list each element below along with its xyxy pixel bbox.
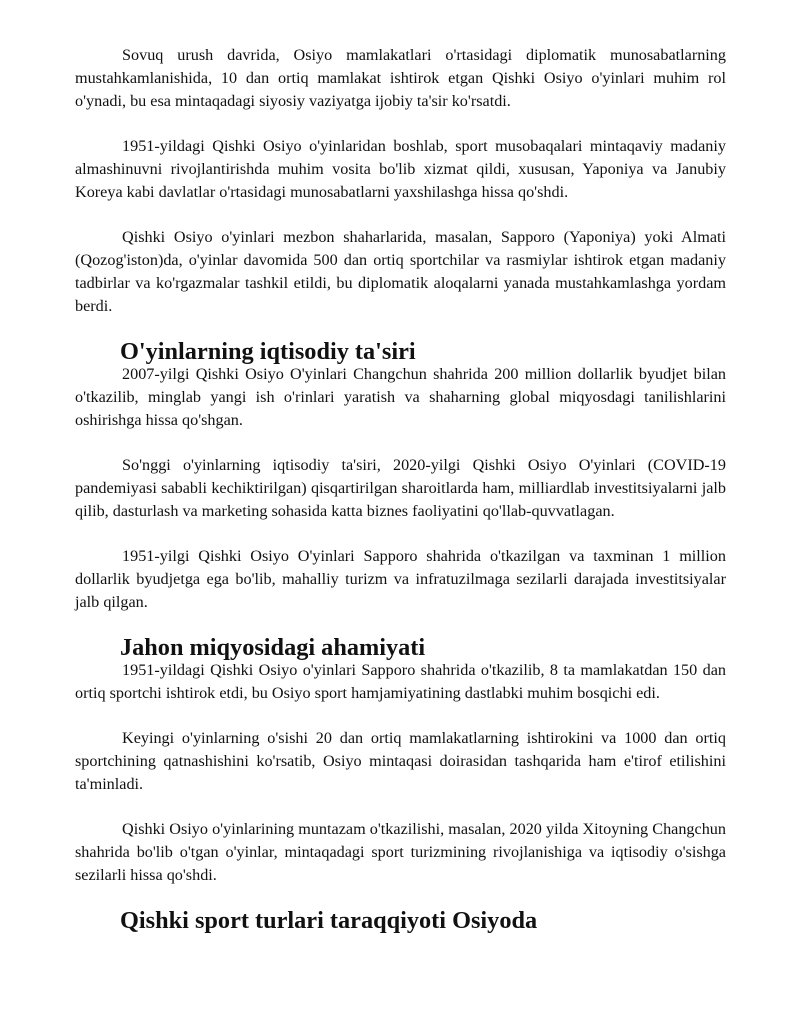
paragraph-growth-participation: Keyingi o'yinlarning o'sishi 20 dan ortiq mamlakatlarning ishtirokini va 1000 dan ortiq sportchining qatnashishini ko'rsatib, Osiyo mintaqasi doirasidan tashqarida ham e'tirof etilishini ta'minladi. [75, 729, 726, 793]
paragraph-sapporo-1951-budget: 1951-yilgi Qishki Osiyo O'yinlari Sapporo shahrida o'tkazilgan va taxminan 1 million dollarlik byudjetga ega bo'lib, mahalliy turizm va infratuzilmaga sezilarli darajada investitsiyalar jalb qilgan. [75, 547, 726, 611]
paragraph-games-2020-economy: So'nggi o'yinlarning iqtisodiy ta'siri, 2020-yilgi Qishki Osiyo O'yinlari (COVID-19 pandemiyasi sababli kechiktirilgan) qisqartirilgan sharoitlarda ham, milliardlab investitsiyalarni jalb qilib, dasturlash va marketing sohasida katta biznes faoliyatini qo'llab-quvvatlagan. [75, 456, 726, 520]
section-heading-global-significance: Jahon miqyosidagi ahamiyati [120, 634, 426, 661]
paragraph-changchun-2007: 2007-yilgi Qishki Osiyo O'yinlari Changchun shahrida 200 million dollarlik byudjet bilan o'tkazilib, minglab yangi ish o'rinlari yaratish va shaharning global miqyosdagi tanilishlarini oshirishga hissa qo'shgan. [75, 365, 726, 429]
paragraph-host-cities-events: Qishki Osiyo o'yinlari mezbon shaharlarida, masalan, Sapporo (Yaponiya) yoki Almati (Qozog'iston)da, o'yinlar davomida 500 dan ortiq sportchilar va rasmiylar ishtirok etgan madaniy tadbirlar va ko'rgazmalar tashkil etildi, bu diplomatik aloqalarni yanada mustahkamlashga yordam berdi. [75, 228, 726, 315]
section-heading-economic-impact: O'yinlarning iqtisodiy ta'siri [120, 338, 416, 365]
document-page [75, 44, 726, 932]
paragraph-regular-hosting: Qishki Osiyo o'yinlarining muntazam o'tkazilishi, masalan, 2020 yilda Xitoyning Changchun shahrida bo'lib o'tgan o'yinlar, mintaqadagi sport turizmining rivojlanishiga va iqtisodiy o'sishga sezilarli hissa qo'shdi. [75, 820, 726, 884]
paragraph-cold-war-diplomacy: Sovuq urush davrida, Osiyo mamlakatlari o'rtasidagi diplomatik munosabatlarning mustahkamlanishida, 10 dan ortiq mamlakat ishtirok etgan Qishki Osiyo o'yinlari muhim rol o'ynadi, bu esa mintaqadagi siyosiy vaziyatga ijobiy ta'sir ko'rsatdi. [75, 46, 726, 110]
paragraph-cultural-exchange: 1951-yildagi Qishki Osiyo o'yinlaridan boshlab, sport musobaqalari mintaqaviy madaniy almashinuvni rivojlantirishda muhim vosita bo'lib xizmat qildi, xususan, Yaponiya va Janubiy Koreya kabi davlatlar o'rtasidagi munosabatlarni yaxshilashga hissa qo'shdi. [75, 137, 726, 201]
section-heading-winter-sports-development: Qishki sport turlari taraqqiyoti Osiyoda [120, 907, 538, 934]
paragraph-sapporo-1951-participants: 1951-yildagi Qishki Osiyo o'yinlari Sapporo shahrida o'tkazilib, 8 ta mamlakatdan 150 dan ortiq sportchi ishtirok etdi, bu Osiyo sport hamjamiyatining dastlabki muhim bosqichi edi. [75, 661, 726, 702]
